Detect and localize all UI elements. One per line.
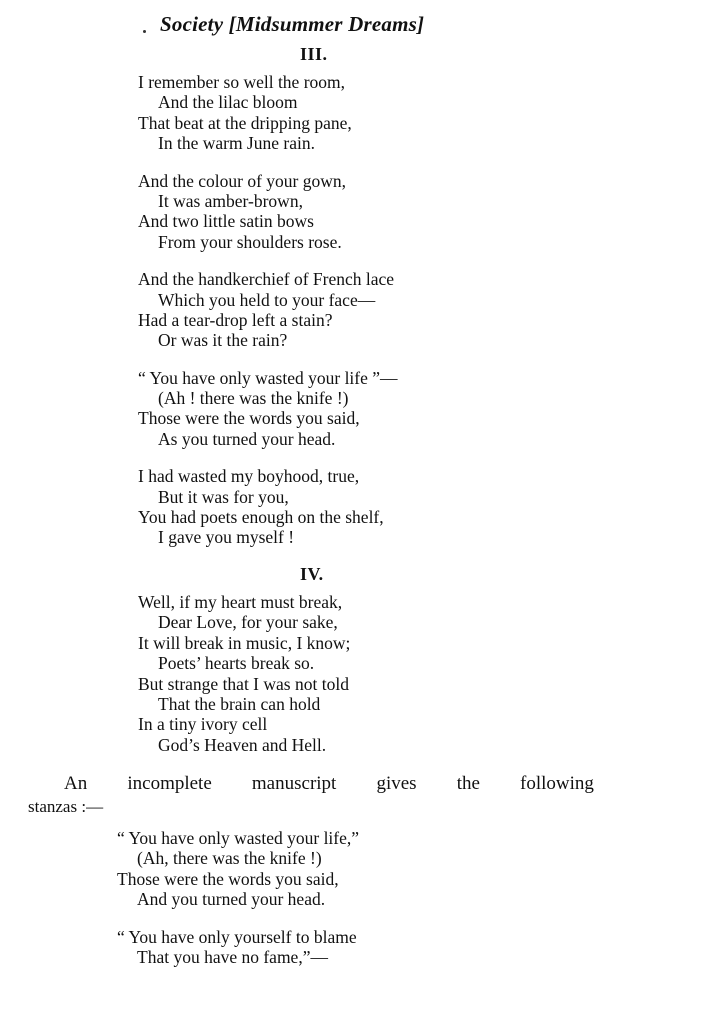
verse-line: Poets’ hearts break so. bbox=[158, 653, 315, 674]
verse-line: “ You have only wasted your life ”— bbox=[138, 367, 398, 388]
prose-word: manuscript bbox=[251, 773, 337, 794]
verse-line: And the colour of your gown, bbox=[138, 170, 347, 191]
verse-line: As you turned your head. bbox=[158, 428, 336, 449]
prose-word: gives bbox=[376, 773, 417, 794]
verse-line: And two little satin bows bbox=[138, 211, 314, 232]
verse-line: It was amber-brown, bbox=[158, 190, 303, 211]
editorial-note bbox=[28, 772, 594, 818]
stanza bbox=[138, 368, 398, 450]
verse-line: Had a tear-drop left a stain? bbox=[138, 309, 333, 330]
stanza bbox=[138, 72, 398, 154]
editorial-note-line: stanzas :— bbox=[28, 797, 104, 816]
verse-line: From your shoulders rose. bbox=[158, 231, 342, 252]
verse-line: And the handkerchief of French lace bbox=[138, 269, 395, 290]
ink-speck bbox=[143, 30, 146, 33]
verse-line: That beat at the dripping pane, bbox=[138, 112, 352, 133]
stanza bbox=[138, 592, 350, 755]
verse-line: I gave you myself ! bbox=[158, 527, 295, 548]
verse-line: In the warm June rain. bbox=[158, 133, 315, 154]
verse-line: That the brain can hold bbox=[158, 693, 321, 714]
verse-line: Well, if my heart must break, bbox=[138, 592, 343, 612]
prose-word: the bbox=[456, 773, 480, 794]
verse-line: Those were the words you said, bbox=[138, 408, 360, 429]
verse-line: Which you held to your face— bbox=[158, 289, 376, 310]
verse-line: And the lilac bloom bbox=[158, 92, 298, 113]
verse-line: Or was it the rain? bbox=[158, 330, 288, 351]
section-iv-poem bbox=[138, 592, 350, 772]
verse-line: I remember so well the room, bbox=[138, 72, 346, 92]
verse-line: You had poets enough on the shelf, bbox=[138, 507, 384, 528]
prose-word: incomplete bbox=[127, 773, 212, 794]
section-numeral-iv: IV. bbox=[300, 564, 324, 584]
manuscript-poem bbox=[117, 828, 359, 984]
verse-line: “ You have only wasted your life,” bbox=[117, 828, 360, 848]
stanza bbox=[138, 269, 398, 351]
running-head: Society [Midsummer Dreams] bbox=[160, 12, 425, 36]
verse-line: In a tiny ivory cell bbox=[138, 714, 268, 735]
stanza bbox=[138, 466, 398, 548]
stanza bbox=[117, 927, 359, 968]
stanza bbox=[117, 828, 359, 910]
verse-line: “ You have only yourself to blame bbox=[117, 926, 357, 947]
verse-line: But it was for you, bbox=[158, 486, 289, 507]
editorial-note-line bbox=[28, 772, 594, 795]
verse-line: That you have no fame,”— bbox=[137, 946, 328, 967]
prose-word: following bbox=[520, 773, 594, 794]
verse-line: I had wasted my boyhood, true, bbox=[138, 466, 360, 487]
verse-line: It will break in music, I know; bbox=[138, 632, 351, 653]
stanza bbox=[138, 171, 398, 253]
verse-line: Those were the words you said, bbox=[117, 868, 339, 889]
verse-line: Dear Love, for your sake, bbox=[158, 612, 338, 633]
verse-line: God’s Heaven and Hell. bbox=[158, 734, 327, 755]
verse-line: (Ah ! there was the knife !) bbox=[158, 388, 349, 409]
verse-line: But strange that I was not told bbox=[138, 673, 349, 694]
verse-line: (Ah, there was the knife !) bbox=[137, 848, 322, 869]
prose-word: An bbox=[64, 773, 88, 794]
section-numeral-iii: III. bbox=[300, 44, 328, 64]
verse-line: And you turned your head. bbox=[137, 889, 326, 910]
section-iii-poem bbox=[138, 72, 398, 565]
